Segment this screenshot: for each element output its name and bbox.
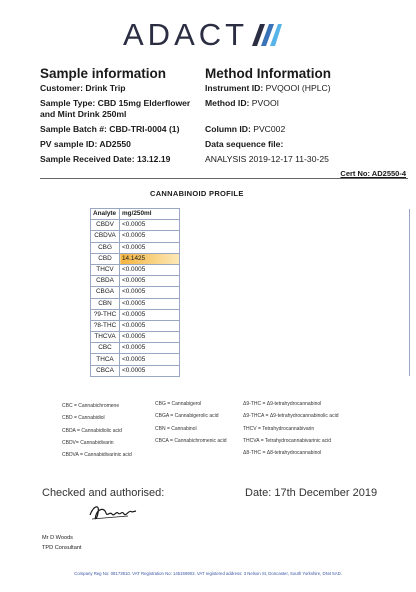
sample-info-heading: Sample information (40, 66, 167, 81)
company-logo (123, 18, 282, 52)
table-row (91, 220, 410, 231)
legend-item: CBN = Cannabinol (155, 425, 197, 432)
analyte-cell: THCVA (91, 332, 120, 343)
customer-line: Customer: Drink Trip (40, 83, 126, 93)
table-row (91, 253, 410, 264)
value-cell: 14.1425 (120, 253, 180, 264)
analyte-cell: CBDVA (91, 231, 120, 242)
table-row (91, 309, 410, 320)
table-row (91, 332, 410, 343)
legend-item: CBD = Cannabidiol (62, 415, 105, 422)
value-cell: <0.0005 (120, 298, 180, 309)
legend-item: CBCA = Cannabichromenic acid (155, 437, 227, 444)
legend-item: Δ9-THCA = Δ9-tetrahydrocannabinolic acid (243, 413, 339, 420)
analyte-cell: CBGA (91, 287, 120, 298)
column-value: PVC002 (253, 124, 286, 134)
value-cell: <0.0005 (120, 231, 180, 242)
table-spacer (180, 231, 410, 242)
table-spacer (180, 264, 410, 275)
method-info-heading: Method Information (205, 66, 331, 81)
analyte-cell: CBG (91, 242, 120, 253)
logo-text: ADACT (123, 17, 249, 52)
legend-item: CBDV= Cannabidivarin (62, 439, 114, 446)
value-cell: <0.0005 (120, 354, 180, 365)
method-value: PVOOI (251, 98, 280, 108)
legend-item: Δ9-THC = Δ9-tetrahydrocannabinol (243, 401, 322, 407)
legend-col-1 (62, 403, 132, 464)
table-spacer (180, 343, 410, 354)
signature-image (88, 501, 138, 525)
legend-item: CBC = Cannabichromene (62, 403, 120, 409)
table-spacer (180, 220, 410, 231)
logo-chevron-icon (252, 24, 282, 46)
table-row (91, 343, 410, 354)
sample-type-line: Sample Type: CBD 15mg Elderflower and Mint Drink 250ml (40, 98, 191, 119)
legend-item: CBGA = Cannabigerolic acid (155, 413, 219, 420)
instrument-label: Instrument ID: (205, 83, 264, 93)
analyte-cell: ?8-THC (91, 320, 120, 331)
analyte-cell: ?9-THC (91, 309, 120, 320)
table-spacer (180, 320, 410, 331)
cert-number: Cert No: AD2550-4 (340, 169, 406, 178)
sign-date: Date: 17th December 2019 (245, 487, 378, 499)
table-row (91, 276, 410, 287)
cannabinoid-table (90, 208, 410, 377)
column-label: Column ID: (205, 124, 251, 134)
analyte-cell: CBC (91, 343, 120, 354)
table-row (91, 264, 410, 275)
table-row (91, 242, 410, 253)
value-cell: <0.0005 (120, 242, 180, 253)
profile-title: CANNABINOID PROFILE (150, 189, 244, 198)
analyte-cell: CBDA (91, 276, 120, 287)
footer-text: Company Reg No: 08173910. VAT Registration No: 145159903. VAT registered address: 3 Nelson St, Doncaster, South Yorkshire, DN4 5AD. (74, 571, 342, 576)
table-row (91, 298, 410, 309)
table-spacer (180, 276, 410, 287)
received-line: Sample Received Date: 13.12.19 (40, 154, 171, 164)
method-label: Method ID: (205, 98, 250, 108)
table-spacer (180, 354, 410, 365)
legend-item: THCV = Tetrahydrocannabivarin (243, 425, 315, 432)
table-spacer (180, 253, 410, 264)
legend-item: THCVA = Tetrahydrocannabivarinic acid (243, 437, 332, 444)
legend-item: CBDA = Cannabidiolic acid (62, 427, 122, 434)
analyte-cell: THCV (91, 264, 120, 275)
value-cell: <0.0005 (120, 220, 180, 231)
value-cell: <0.0005 (120, 309, 180, 320)
checked-authorised: Checked and authorised: (42, 487, 165, 499)
sample-info-block (40, 83, 200, 169)
analyte-cell: THCA (91, 354, 120, 365)
signer-role: TPD Consultant (42, 545, 82, 551)
table-row (91, 320, 410, 331)
legend-item: CBDVA = Cannabidivarinic acid (62, 452, 132, 459)
table-spacer (180, 298, 410, 309)
analyte-cell: CBDV (91, 220, 120, 231)
table-spacer (180, 332, 410, 343)
datafile-label: Data sequence file: (205, 139, 284, 149)
signer-block (42, 533, 81, 553)
table-spacer (180, 365, 410, 376)
value-cell: <0.0005 (120, 287, 180, 298)
table-row (91, 287, 410, 298)
batch-line: Sample Batch #: CBD-TRI-0004 (1) (40, 124, 180, 134)
table-row (91, 365, 410, 376)
table-spacer (180, 309, 410, 320)
analyte-header: Analyte (91, 209, 120, 220)
analyte-cell: CBD (91, 253, 120, 264)
legend-col-3 (243, 401, 338, 462)
value-cell: <0.0005 (120, 332, 180, 343)
legend-item: CBG = Cannabigerol (155, 401, 202, 407)
analyte-cell: CBCA (91, 365, 120, 376)
table-spacer (180, 287, 410, 298)
table-header-row (91, 209, 410, 220)
signer-name: Mr D Woods (42, 535, 73, 541)
divider (40, 178, 408, 179)
value-cell: <0.0005 (120, 276, 180, 287)
instrument-value: PVQOOI (HPLC) (265, 83, 331, 93)
value-cell: <0.0005 (120, 264, 180, 275)
legend-item: Δ8-THC = Δ8-tetrahydrocannabinol (243, 450, 322, 457)
value-cell: <0.0005 (120, 320, 180, 331)
table-spacer (180, 209, 410, 220)
table-row (91, 354, 410, 365)
value-cell: <0.0005 (120, 343, 180, 354)
analyte-cell: CBN (91, 298, 120, 309)
datafile-value: ANALYSIS 2019-12-17 11-30-25 (205, 154, 329, 164)
method-info-block (205, 83, 405, 169)
table-spacer (180, 242, 410, 253)
table-row (91, 231, 410, 242)
value-cell: <0.0005 (120, 365, 180, 376)
value-header: mg/250ml (120, 209, 180, 220)
legend-col-2 (155, 401, 227, 450)
pv-id-line: PV sample ID: AD2550 (40, 139, 131, 149)
